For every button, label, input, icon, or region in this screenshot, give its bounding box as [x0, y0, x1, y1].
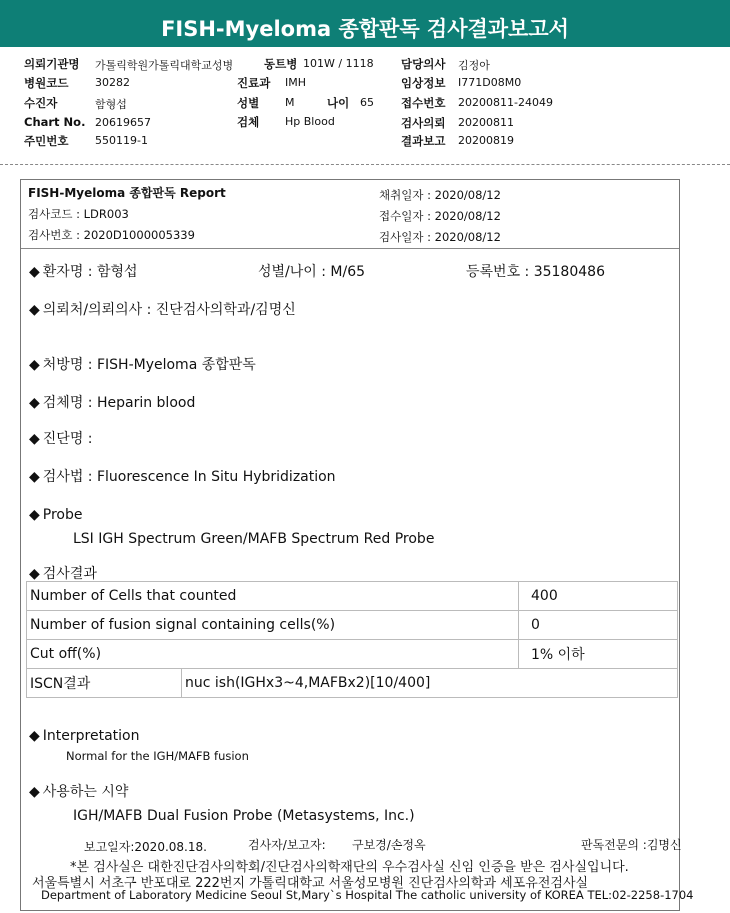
doctor-value: 김정아: [458, 59, 490, 72]
patient-value: 함형섭: [95, 98, 127, 111]
probe-text: LSI IGH Spectrum Green/MAFB Spectrum Red Probe: [73, 531, 435, 547]
specimen-label: 검체: [237, 115, 260, 129]
specimen-value: Hp Blood: [285, 115, 335, 128]
request-date-value: 20200811: [458, 116, 514, 129]
method-line: 검사법 : Fluorescence In Situ Hybridization: [42, 469, 336, 485]
table-cell: 0: [519, 611, 678, 640]
prescription-line: 처방명 : FISH-Myeloma 종합판독: [42, 357, 256, 373]
doctor-label: 담당의사: [401, 57, 446, 71]
clinical-info-label: 임상정보: [401, 76, 446, 90]
dept-value: IMH: [285, 76, 307, 89]
result-heading: 검사결과: [42, 566, 97, 582]
resident-no-label: 주민번호: [24, 134, 69, 148]
receipt-no-label: 접수번호: [401, 96, 446, 110]
interpretation-text: Normal for the IGH/MAFB fusion: [66, 749, 249, 763]
diagnosis-section: [29, 428, 93, 448]
sex-value: M: [285, 96, 295, 109]
ward-label: 동트병: [264, 57, 298, 71]
receipt-no-value: 20200811-24049: [458, 96, 553, 109]
table-cell: Number of Cells that counted: [27, 582, 519, 611]
resident-no-value: 550119-1: [95, 134, 148, 147]
sex-age-line: 성별/나이 : M/65: [258, 264, 366, 280]
reagent-heading: 사용하는 시약: [42, 784, 129, 800]
chart-no-value: 20619657: [95, 116, 151, 129]
test-number: 검사번호 : 2020D1000005339: [28, 228, 195, 242]
clinical-info-value: I771D08M0: [458, 76, 522, 89]
diamond-bullet-icon: ◆: [29, 469, 40, 485]
table-row: [27, 640, 678, 669]
age-value: 65: [360, 96, 374, 109]
collected-date: 채취일자 : 2020/08/12: [379, 188, 501, 202]
table-cell: Cut off(%): [27, 640, 519, 669]
result-section: [29, 563, 97, 583]
diamond-bullet-icon: ◆: [29, 395, 40, 411]
interpretation-heading: Interpretation: [42, 728, 140, 744]
requesting-org-value: 가톨릭학원가톨릭대학교성병: [95, 59, 234, 72]
diamond-bullet-icon: ◆: [29, 264, 40, 280]
referral-line: 의뢰처/의뢰의사 : 진단검사의학과/김명신: [42, 302, 296, 318]
patient-line: 환자명 : 함형섭: [42, 264, 138, 280]
diamond-bullet-icon: ◆: [29, 566, 40, 582]
interpretation-section: [29, 725, 139, 744]
hospital-code-value: 30282: [95, 76, 130, 89]
header-divider: [0, 164, 730, 165]
chart-no-label: Chart No.: [24, 115, 86, 129]
test-code: 검사코드 : LDR003: [28, 207, 129, 221]
table-cell: Number of fusion signal containing cells(%): [27, 611, 519, 640]
report-subtitle: FISH-Myeloma 종합판독 Report: [28, 186, 226, 200]
report-head-divider: [21, 248, 679, 249]
probe-section: [29, 504, 83, 523]
diamond-bullet-icon: ◆: [29, 357, 40, 373]
received-date: 접수일자 : 2020/08/12: [379, 209, 501, 223]
dept-label: 진료과: [237, 76, 271, 90]
specialist: 판독전문의 :김명신: [581, 838, 682, 852]
iscn-label: ISCN결과: [27, 669, 182, 698]
table-row: [27, 611, 678, 640]
diagnosis-line: 진단명 :: [42, 431, 93, 447]
tested-date: 검사일자 : 2020/08/12: [379, 230, 501, 244]
result-table: [26, 581, 678, 698]
sex-label: 성별: [237, 96, 260, 110]
reagent-section: [29, 781, 128, 801]
request-date-label: 검사의뢰: [401, 116, 446, 130]
report-title: FISH-Myeloma 종합판독 검사결과보고서: [0, 0, 730, 47]
requesting-org-label: 의뢰기관명: [24, 57, 80, 71]
diamond-bullet-icon: ◆: [29, 728, 40, 744]
probe-heading: Probe: [42, 507, 83, 523]
prescription-section: [29, 354, 256, 374]
iscn-value: nuc ish(IGHx3~4,MAFBx2)[10/400]: [182, 669, 678, 698]
method-section: [29, 466, 336, 486]
table-cell: 1% 이하: [519, 640, 678, 669]
patient-section: [29, 261, 138, 281]
patient-label: 수진자: [24, 96, 58, 110]
age-label: 나이: [327, 96, 350, 110]
tester-names: 구보경/손정옥: [352, 838, 426, 852]
diamond-bullet-icon: ◆: [29, 507, 40, 523]
report-date: 보고일자:2020.08.18.: [84, 840, 207, 854]
hospital-code-label: 병원코드: [24, 76, 69, 90]
table-row: [27, 669, 678, 698]
ward-value: 101W / 1118: [303, 57, 374, 70]
address-english: Department of Laboratory Medicine Seoul St,Mary`s Hospital The catholic university of KOREA TEL:02-2258-1704: [41, 888, 694, 902]
registration-line: 등록번호 : 35180486: [466, 264, 605, 280]
specimen-line: 검체명 : Heparin blood: [42, 395, 196, 411]
certification-note: *본 검사실은 대한진단검사의학회/진단검사의학재단의 우수검사실 신임 인증을 받은 검사실입니다.: [70, 860, 629, 875]
referral-section: [29, 299, 296, 319]
diamond-bullet-icon: ◆: [29, 302, 40, 318]
table-row: [27, 582, 678, 611]
address-korean: 서울특별시 서초구 반포대로 222번지 가톨릭대학교 서울성모병원 진단검사의학과 세포유전검사실: [32, 876, 589, 891]
tester-label: 검사자/보고자:: [248, 838, 326, 852]
specimen-section: [29, 392, 195, 412]
result-report-value: 20200819: [458, 134, 514, 147]
reagent-text: IGH/MAFB Dual Fusion Probe (Metasystems, Inc.): [73, 808, 415, 824]
diamond-bullet-icon: ◆: [29, 431, 40, 447]
table-cell: 400: [519, 582, 678, 611]
diamond-bullet-icon: ◆: [29, 784, 40, 800]
result-report-label: 결과보고: [401, 134, 446, 148]
